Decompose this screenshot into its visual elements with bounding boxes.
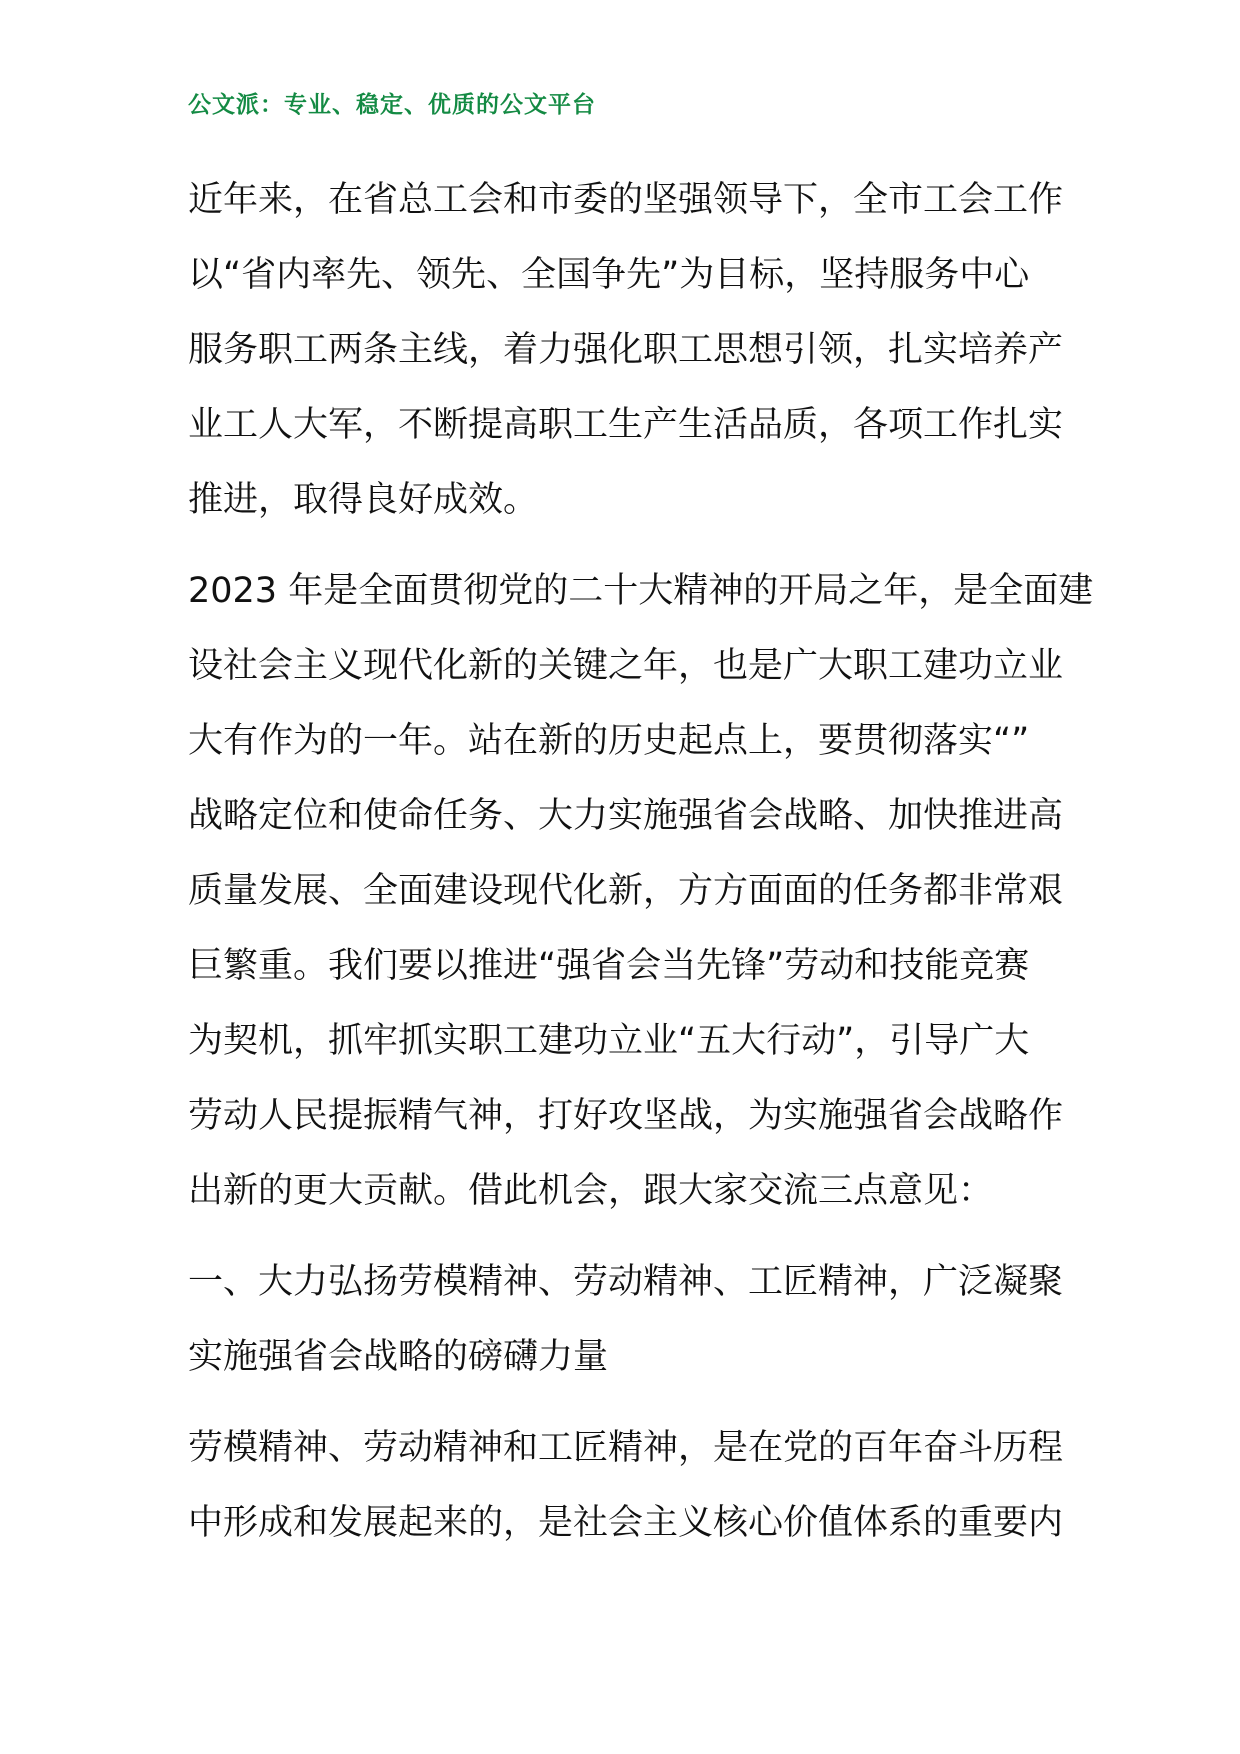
paragraph-spirit <box>188 1411 1064 1561</box>
text-line: 质量发展、全面建设现代化新，方方面面的任务都非常艰 <box>188 871 1064 911</box>
text-line: 大有作为的一年。站在新的历史起点上，要贯彻落实“” <box>188 721 1030 761</box>
paragraph-2023 <box>188 554 1094 1229</box>
section-heading-1 <box>188 1245 1064 1395</box>
text-line: 实施强省会战略的磅礴力量 <box>188 1337 609 1377</box>
text-line: 以“省内率先、领先、全国争先”为目标，坚持服务中心 <box>188 255 1030 295</box>
text-line: 服务职工两条主线，着力强化职工思想引领，扎实培养产 <box>188 330 1064 370</box>
text-line: 2023 年是全面贯彻党的二十大精神的开局之年，是全面建 <box>188 571 1094 611</box>
text-line: 推进，取得良好成效。 <box>188 480 539 520</box>
text-line: 劳模精神、劳动精神和工匠精神，是在党的百年奋斗历程 <box>188 1428 1064 1468</box>
text-line: 一、大力弘扬劳模精神、劳动精神、工匠精神，广泛凝聚 <box>188 1262 1064 1302</box>
paragraph-intro <box>188 163 1064 538</box>
text-line: 战略定位和使命任务、大力实施强省会战略、加快推进高 <box>188 796 1064 836</box>
text-line: 中形成和发展起来的，是社会主义核心价值体系的重要内 <box>188 1503 1064 1543</box>
text-line: 近年来，在省总工会和市委的坚强领导下，全市工会工作 <box>188 180 1064 220</box>
text-line: 为契机，抓牢抓实职工建功立业“五大行动”，引导广大 <box>188 1021 1030 1061</box>
text-line: 设社会主义现代化新的关键之年，也是广大职工建功立业 <box>188 646 1064 686</box>
text-line: 巨繁重。我们要以推进“强省会当先锋”劳动和技能竞赛 <box>188 946 1030 986</box>
text-line: 业工人大军，不断提高职工生产生活品质，各项工作扎实 <box>188 405 1064 445</box>
document-body <box>188 163 1094 1577</box>
site-header-title: 公文派：专业、稳定、优质的公文平台 <box>188 92 596 118</box>
text-line: 劳动人民提振精气神，打好攻坚战，为实施强省会战略作 <box>188 1096 1064 1136</box>
text-line: 出新的更大贡献。借此机会，跟大家交流三点意见： <box>188 1171 994 1211</box>
